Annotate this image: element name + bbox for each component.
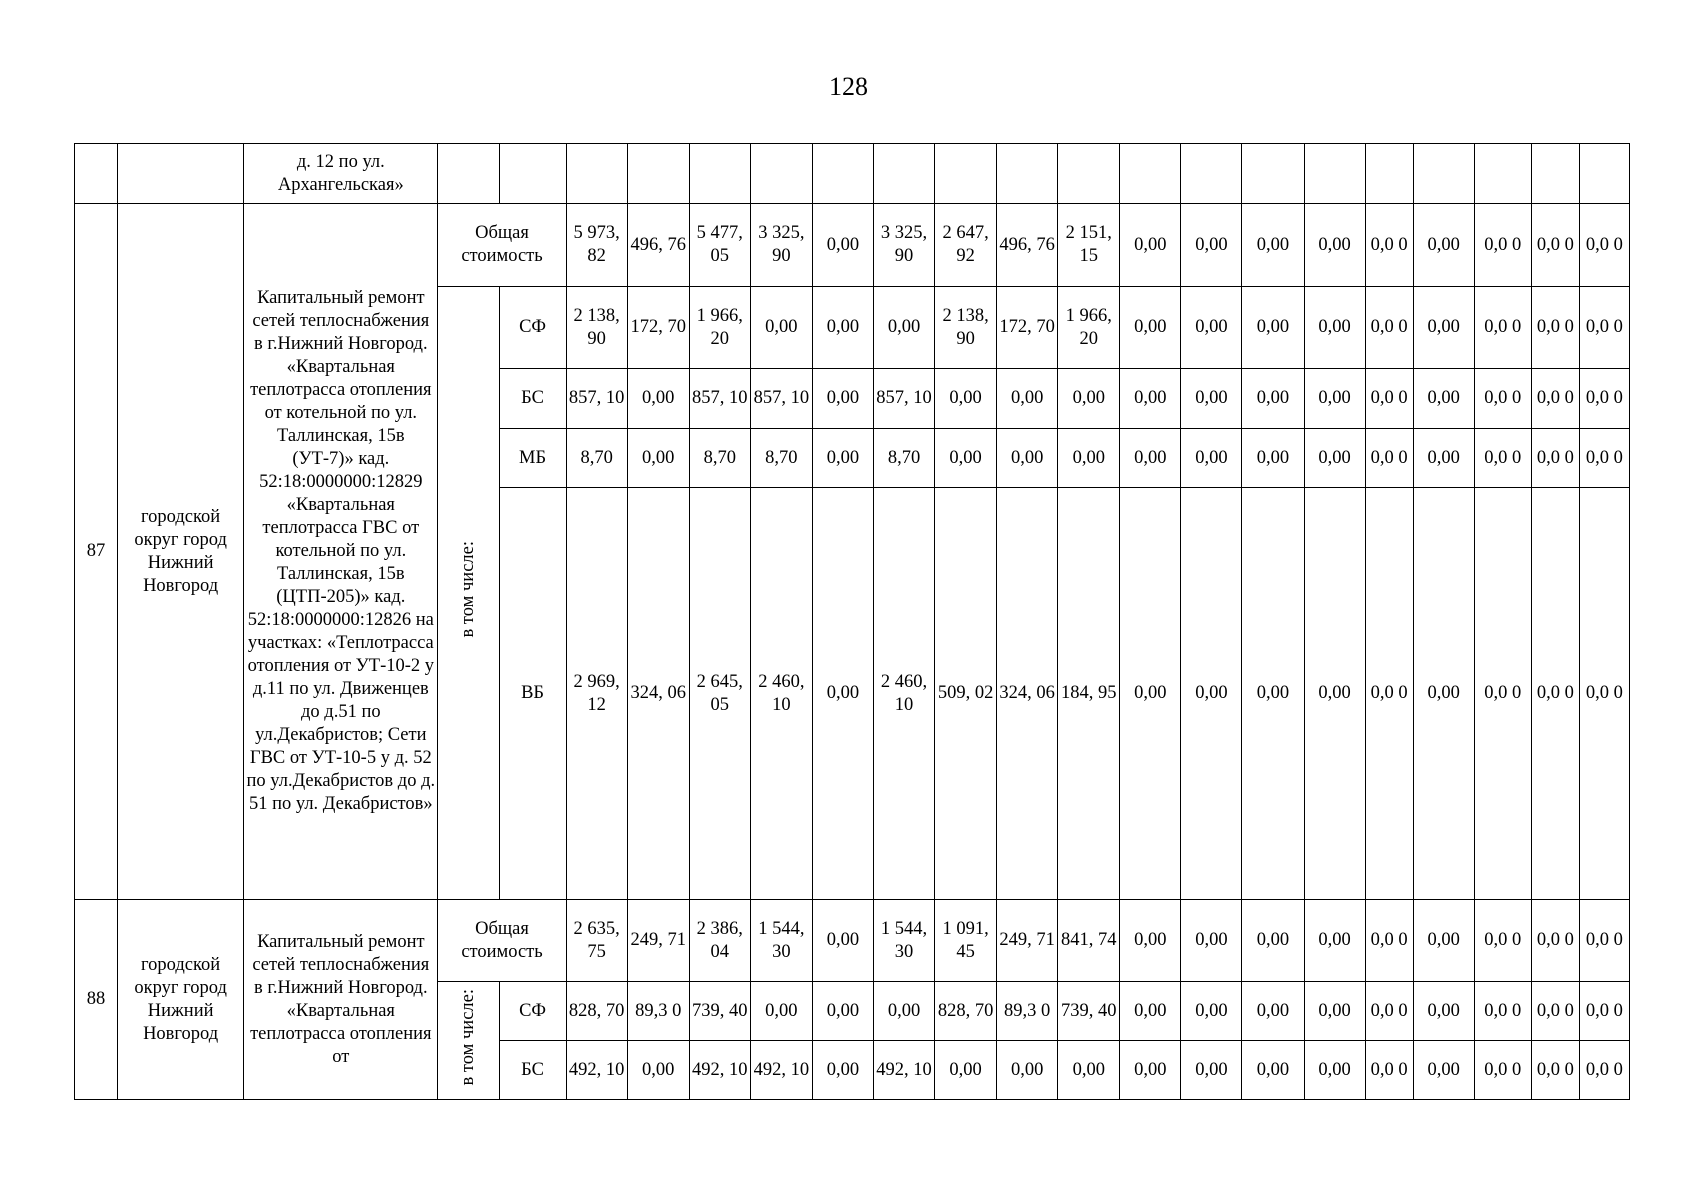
value-cell: 739, 40 (689, 982, 750, 1041)
value-cell: 0,0 0 (1531, 369, 1579, 429)
value-cell (873, 144, 934, 204)
value-cell: 0,00 (1413, 204, 1474, 287)
value-cell: 2 969, 12 (566, 488, 627, 900)
value-cell (1304, 144, 1365, 204)
value-cell (997, 144, 1058, 204)
value-cell: 8,70 (566, 429, 627, 488)
municipality-cell: городской округ город Нижний Новгород (118, 204, 244, 900)
value-cell: 0,00 (1413, 982, 1474, 1041)
value-cell (1365, 144, 1413, 204)
total-label-cell: Общая стоимость (438, 204, 566, 287)
value-cell: 828, 70 (566, 982, 627, 1041)
value-cell: 739, 40 (1058, 982, 1120, 1041)
source-label-cell: СФ (499, 287, 566, 369)
value-cell: 0,00 (873, 982, 934, 1041)
value-cell: 2 460, 10 (750, 488, 812, 900)
value-cell: 0,0 0 (1474, 488, 1531, 900)
value-cell: 0,00 (1304, 900, 1365, 982)
value-cell: 0,00 (1242, 369, 1304, 429)
financing-table (74, 143, 1630, 1100)
value-cell: 172, 70 (627, 287, 689, 369)
value-cell: 0,0 0 (1474, 900, 1531, 982)
value-cell: 324, 06 (627, 488, 689, 900)
value-cell: 857, 10 (689, 369, 750, 429)
page-number: 128 (829, 72, 868, 101)
subtotal-label-cell (438, 287, 499, 900)
value-cell: 0,00 (997, 429, 1058, 488)
value-cell: 2 138, 90 (566, 287, 627, 369)
value-cell (1242, 144, 1304, 204)
value-cell: 0,00 (1413, 1041, 1474, 1100)
value-cell: 0,00 (1242, 429, 1304, 488)
value-cell: 2 645, 05 (689, 488, 750, 900)
value-cell: 0,0 0 (1579, 429, 1629, 488)
value-cell: 0,00 (1181, 1041, 1242, 1100)
value-cell: 0,00 (1413, 488, 1474, 900)
value-cell (1531, 144, 1579, 204)
subtotal-label: в том числе: (457, 541, 478, 638)
value-cell: 0,00 (1120, 369, 1181, 429)
value-cell: 0,00 (1181, 900, 1242, 982)
value-cell: 0,0 0 (1474, 369, 1531, 429)
value-cell: 0,00 (1120, 204, 1181, 287)
value-cell: 857, 10 (873, 369, 934, 429)
label-cell (438, 144, 499, 204)
value-cell: 89,3 0 (627, 982, 689, 1041)
subtotal-label-cell (438, 982, 499, 1100)
value-cell: 0,00 (1304, 982, 1365, 1041)
source-label-cell: БС (499, 369, 566, 429)
value-cell: 0,0 0 (1474, 429, 1531, 488)
label-cell (499, 144, 566, 204)
value-cell: 0,00 (1242, 204, 1304, 287)
municipality-cell (118, 144, 244, 204)
value-cell: 0,0 0 (1365, 488, 1413, 900)
source-label-cell: БС (499, 1041, 566, 1100)
value-cell: 0,00 (1242, 982, 1304, 1041)
value-cell: 0,0 0 (1579, 287, 1629, 369)
source-label-cell: ВБ (499, 488, 566, 900)
value-cell: 0,0 0 (1531, 900, 1579, 982)
value-cell: 0,0 0 (1474, 204, 1531, 287)
value-cell: 172, 70 (997, 287, 1058, 369)
value-cell: 0,0 0 (1365, 287, 1413, 369)
value-cell: 496, 76 (997, 204, 1058, 287)
value-cell: 0,0 0 (1474, 1041, 1531, 1100)
value-cell: 0,00 (1242, 1041, 1304, 1100)
value-cell: 496, 76 (627, 204, 689, 287)
value-cell: 0,00 (1242, 488, 1304, 900)
value-cell: 0,00 (1304, 204, 1365, 287)
value-cell: 0,0 0 (1531, 204, 1579, 287)
value-cell: 0,0 0 (1365, 429, 1413, 488)
value-cell: 0,00 (1181, 488, 1242, 900)
value-cell: 8,70 (689, 429, 750, 488)
value-cell: 0,00 (812, 488, 873, 900)
municipality-cell: городской округ город Нижний Новгород (118, 900, 244, 1100)
value-cell: 0,00 (1304, 287, 1365, 369)
value-cell (1413, 144, 1474, 204)
value-cell: 1 091, 45 (935, 900, 997, 982)
value-cell: 841, 74 (1058, 900, 1120, 982)
value-cell: 0,00 (1181, 204, 1242, 287)
value-cell: 0,0 0 (1531, 1041, 1579, 1100)
value-cell: 0,0 0 (1365, 369, 1413, 429)
value-cell: 0,00 (627, 429, 689, 488)
value-cell: 0,00 (1058, 429, 1120, 488)
value-cell: 0,00 (812, 982, 873, 1041)
value-cell: 2 460, 10 (873, 488, 934, 900)
value-cell: 249, 71 (627, 900, 689, 982)
value-cell (812, 144, 873, 204)
value-cell: 0,0 0 (1531, 488, 1579, 900)
value-cell: 2 151, 15 (1058, 204, 1120, 287)
value-cell: 0,00 (1413, 900, 1474, 982)
value-cell: 0,00 (627, 1041, 689, 1100)
value-cell: 2 386, 04 (689, 900, 750, 982)
value-cell: 0,00 (1120, 287, 1181, 369)
value-cell: 8,70 (750, 429, 812, 488)
value-cell: 0,0 0 (1531, 287, 1579, 369)
value-cell: 828, 70 (935, 982, 997, 1041)
value-cell: 0,00 (1120, 900, 1181, 982)
value-cell (1120, 144, 1181, 204)
value-cell: 2 647, 92 (935, 204, 997, 287)
value-cell: 1 966, 20 (1058, 287, 1120, 369)
value-cell: 0,0 0 (1579, 369, 1629, 429)
source-label-cell: МБ (499, 429, 566, 488)
value-cell: 0,00 (812, 204, 873, 287)
value-cell: 0,00 (1120, 488, 1181, 900)
value-cell: 0,00 (812, 900, 873, 982)
value-cell: 5 477, 05 (689, 204, 750, 287)
value-cell: 184, 95 (1058, 488, 1120, 900)
value-cell (1579, 144, 1629, 204)
value-cell (689, 144, 750, 204)
value-cell: 0,00 (1304, 429, 1365, 488)
value-cell: 1 966, 20 (689, 287, 750, 369)
value-cell: 0,00 (935, 369, 997, 429)
value-cell: 0,00 (1181, 429, 1242, 488)
value-cell: 2 635, 75 (566, 900, 627, 982)
value-cell: 0,00 (1413, 429, 1474, 488)
subtotal-label: в том числе: (457, 988, 478, 1086)
value-cell: 0,00 (1242, 287, 1304, 369)
value-cell (1058, 144, 1120, 204)
value-cell: 1 544, 30 (750, 900, 812, 982)
value-cell: 0,0 0 (1365, 1041, 1413, 1100)
value-cell: 249, 71 (997, 900, 1058, 982)
value-cell: 0,0 0 (1365, 900, 1413, 982)
value-cell: 8,70 (873, 429, 934, 488)
value-cell: 0,00 (812, 1041, 873, 1100)
value-cell (566, 144, 627, 204)
value-cell: 89,3 0 (997, 982, 1058, 1041)
value-cell: 0,0 0 (1579, 1041, 1629, 1100)
value-cell: 3 325, 90 (873, 204, 934, 287)
value-cell: 3 325, 90 (750, 204, 812, 287)
value-cell: 0,00 (1120, 1041, 1181, 1100)
value-cell: 0,00 (1120, 982, 1181, 1041)
value-cell: 857, 10 (566, 369, 627, 429)
value-cell: 0,00 (750, 982, 812, 1041)
object-cell: д. 12 по ул. Архангельская» (244, 144, 438, 204)
value-cell: 0,00 (1181, 982, 1242, 1041)
value-cell: 0,00 (997, 369, 1058, 429)
value-cell: 0,0 0 (1579, 982, 1629, 1041)
object-cell: Капитальный ремонт сетей теплоснабжения в г.Нижний Новгород. «Квартальная теплотрасса отопления от котельной по ул. Таллинская, 15в (УТ-7)» кад. 52:18:0000000:12829 «Квартальная теплотрасса ГВС от котельной по ул. Таллинская, 15в (ЦТП-205)» кад. 52:18:0000000:12826 на участках: «Теплотрасса отопления от УТ-10-2 у д.11 по ул. Движенцев до д.51 по ул.Декабристов; Сети ГВС от УТ-10-5 у д. 52 по ул.Декабристов до д. 51 по ул. Декабристов» (244, 204, 438, 900)
value-cell: 0,0 0 (1579, 488, 1629, 900)
value-cell: 492, 10 (689, 1041, 750, 1100)
value-cell: 0,00 (1181, 287, 1242, 369)
value-cell: 492, 10 (750, 1041, 812, 1100)
object-cell: Капитальный ремонт сетей теплоснабжения в г.Нижний Новгород. «Квартальная теплотрасса отопления от (244, 900, 438, 1100)
value-cell (627, 144, 689, 204)
value-cell: 0,00 (1242, 900, 1304, 982)
row-number-cell: 87 (75, 204, 118, 900)
value-cell: 0,00 (1304, 369, 1365, 429)
value-cell: 0,0 0 (1579, 204, 1629, 287)
value-cell: 5 973, 82 (566, 204, 627, 287)
value-cell: 0,00 (1058, 369, 1120, 429)
row-number-cell (75, 144, 118, 204)
value-cell: 0,00 (935, 1041, 997, 1100)
value-cell: 857, 10 (750, 369, 812, 429)
value-cell (750, 144, 812, 204)
value-cell: 2 138, 90 (935, 287, 997, 369)
value-cell: 0,00 (1413, 287, 1474, 369)
value-cell: 0,0 0 (1474, 287, 1531, 369)
value-cell: 324, 06 (997, 488, 1058, 900)
value-cell: 0,00 (812, 429, 873, 488)
value-cell: 0,00 (997, 1041, 1058, 1100)
value-cell (1181, 144, 1242, 204)
table-row (75, 204, 1630, 287)
value-cell: 0,00 (812, 287, 873, 369)
value-cell: 0,0 0 (1579, 900, 1629, 982)
value-cell: 0,0 0 (1531, 429, 1579, 488)
source-label-cell: СФ (499, 982, 566, 1041)
value-cell: 0,0 0 (1365, 204, 1413, 287)
table-row (75, 900, 1630, 982)
value-cell: 509, 02 (935, 488, 997, 900)
total-label-cell: Общая стоимость (438, 900, 566, 982)
value-cell: 0,00 (873, 287, 934, 369)
value-cell: 0,00 (1413, 369, 1474, 429)
value-cell (1474, 144, 1531, 204)
value-cell: 0,00 (1120, 429, 1181, 488)
value-cell: 0,0 0 (1474, 982, 1531, 1041)
value-cell: 0,00 (627, 369, 689, 429)
value-cell: 0,00 (935, 429, 997, 488)
value-cell: 1 544, 30 (873, 900, 934, 982)
value-cell: 0,00 (1304, 488, 1365, 900)
value-cell: 0,00 (1181, 369, 1242, 429)
value-cell: 0,00 (1304, 1041, 1365, 1100)
value-cell (935, 144, 997, 204)
value-cell: 492, 10 (873, 1041, 934, 1100)
value-cell: 0,0 0 (1365, 982, 1413, 1041)
value-cell: 0,00 (1058, 1041, 1120, 1100)
value-cell: 0,0 0 (1531, 982, 1579, 1041)
value-cell: 0,00 (750, 287, 812, 369)
value-cell: 492, 10 (566, 1041, 627, 1100)
value-cell: 0,00 (812, 369, 873, 429)
row-number-cell: 88 (75, 900, 118, 1100)
continuation-row (75, 144, 1630, 204)
